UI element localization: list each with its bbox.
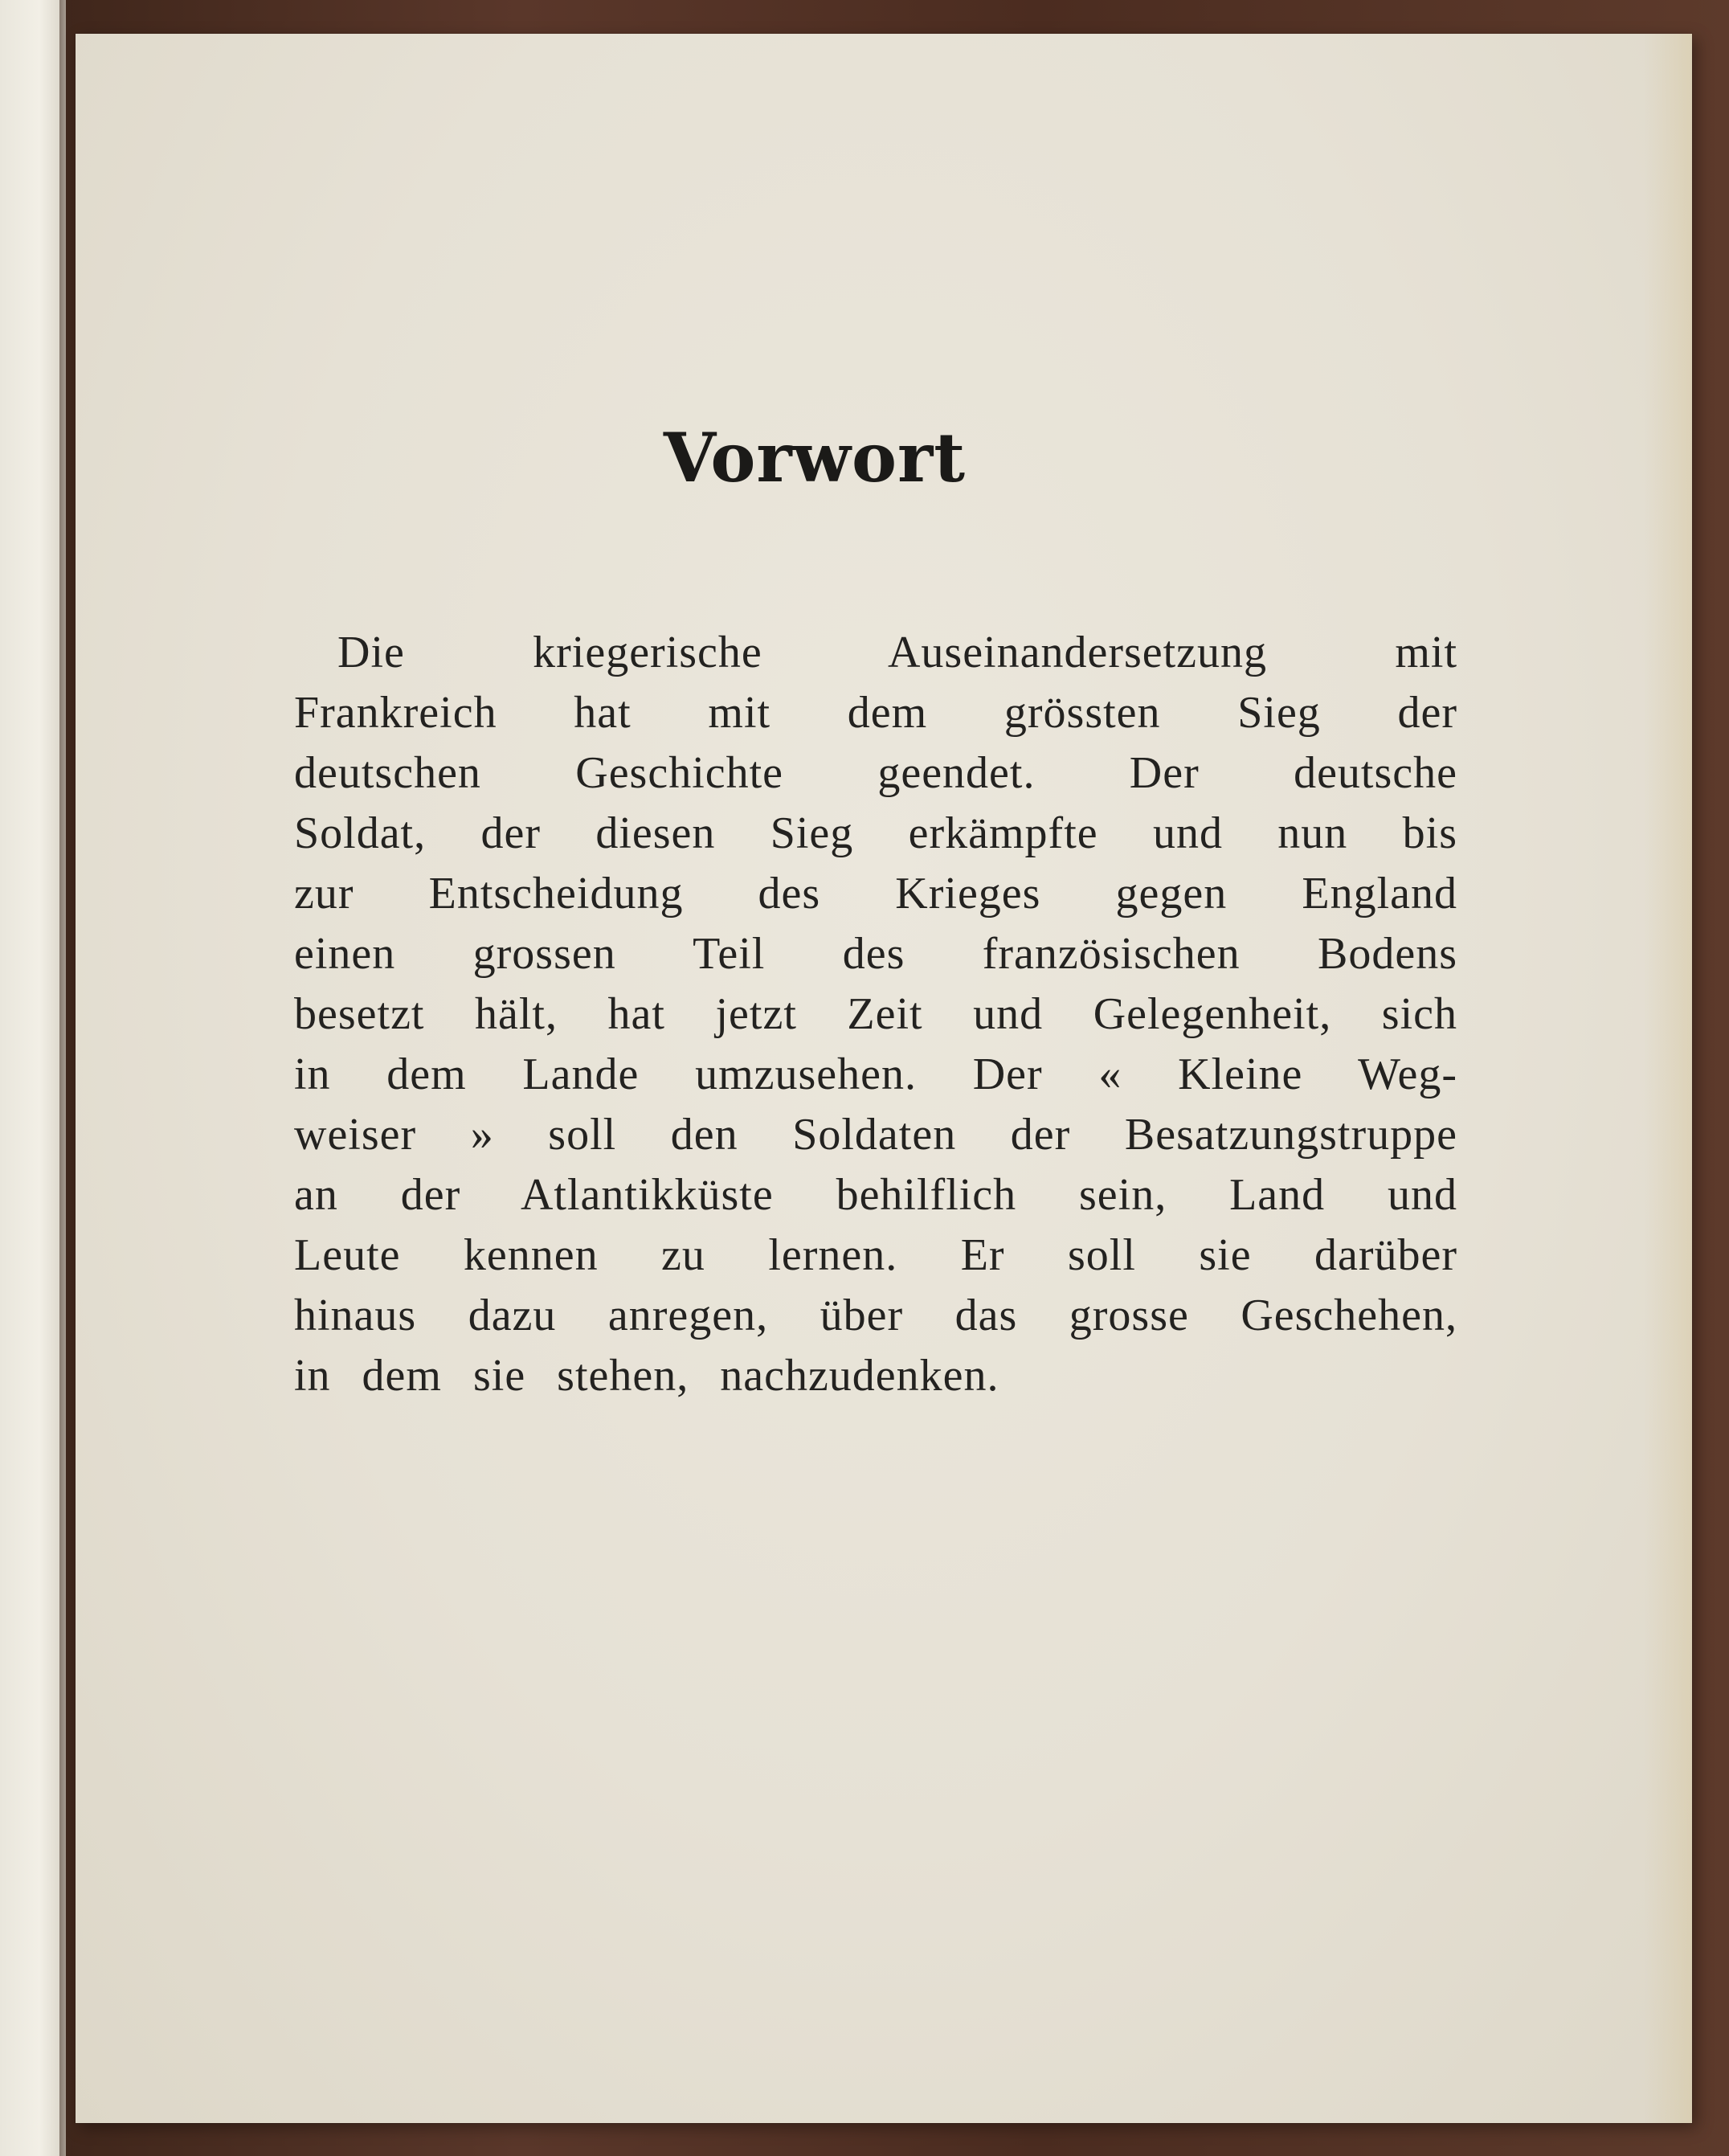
text-line: in dem Lande umzusehen. Der « Kleine Weg- [294,1049,1457,1099]
foreword-paragraph [294,623,1457,1406]
text-line: zur Entscheidung des Krieges gegen England [294,869,1457,918]
text-line: an der Atlantikküste behilflich sein, Land und [294,1170,1457,1220]
text-line: Frankreich hat mit dem grössten Sieg der [294,688,1457,738]
text-line: Leute kennen zu lernen. Er soll sie darüber [294,1230,1457,1280]
text-line: besetzt hält, hat jetzt Zeit und Gelegenheit, sich [294,989,1457,1039]
book-page [76,34,1692,2123]
page-shadow [59,0,76,2156]
text-line: einen grossen Teil des französischen Bodens [294,929,1457,979]
text-line: Die kriegerische Auseinandersetzung mit [337,628,1457,677]
text-line: weiser » soll den Soldaten der Besatzungstruppe [294,1110,1457,1160]
page-title: Vorwort [663,418,967,497]
text-line: deutschen Geschichte geendet. Der deutsche [294,748,1457,798]
text-line: in dem sie stehen, nachzudenken. [294,1351,999,1401]
text-line: Soldat, der diesen Sieg erkämpfte und nun bis [294,808,1457,858]
adjacent-page-edge [0,0,66,2156]
text-line: hinaus dazu anregen, über das grosse Geschehen, [294,1291,1457,1340]
